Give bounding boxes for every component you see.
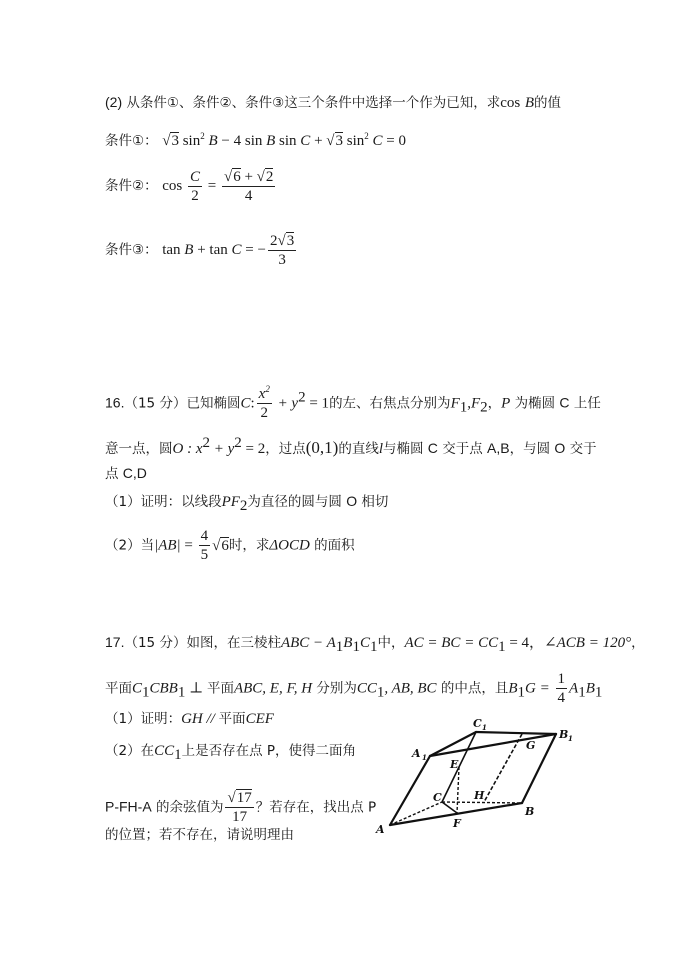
fraction	[556, 670, 568, 707]
var-l: l	[378, 441, 383, 457]
text: 交于点	[437, 441, 488, 457]
var: B	[343, 635, 353, 651]
condition-label: 条件②：	[105, 177, 158, 194]
edge-CB-hidden	[442, 802, 522, 803]
numerator	[268, 232, 296, 251]
var-x: x	[258, 386, 266, 402]
text: 已知椭圆	[186, 395, 241, 412]
text: ，	[487, 395, 502, 412]
part-label: （1）	[105, 494, 141, 510]
op: = −	[241, 241, 266, 258]
text: 证明：	[140, 711, 182, 727]
condition-2	[105, 168, 277, 205]
label-A1: A	[412, 747, 421, 760]
abs-AB: |AB|	[154, 537, 181, 554]
prism: ABC − A	[280, 635, 336, 651]
op: +	[310, 133, 327, 149]
label-C: C	[427, 440, 438, 456]
edge-AA1	[390, 756, 430, 825]
rhs: = 0	[382, 133, 407, 149]
exponent: 2	[200, 131, 205, 141]
denominator: 3	[278, 252, 286, 268]
label-H: H	[474, 789, 485, 802]
condition-3	[105, 232, 298, 269]
label-C1-sub: 1	[482, 723, 487, 732]
condition-1-formula	[162, 133, 406, 149]
fraction	[188, 168, 202, 205]
q17-line-2	[105, 670, 602, 707]
sep: ，	[529, 635, 545, 651]
q17-part-2-line-1	[105, 741, 356, 761]
text: 点	[105, 466, 123, 482]
text: 的位置；若不存在，请说明理由	[105, 827, 294, 843]
fn-sin: sin	[343, 133, 365, 149]
text: ，过点	[265, 441, 306, 457]
label-A1-sub: 1	[422, 753, 427, 762]
fraction	[222, 168, 275, 205]
subscript: 1	[177, 684, 186, 701]
condition-label: 条件③：	[105, 241, 158, 258]
numerator: C	[189, 169, 200, 185]
var: B	[508, 680, 518, 697]
text: 上任	[569, 395, 601, 412]
exponent: 2	[265, 384, 270, 394]
numerator: 4	[200, 528, 209, 544]
op: =	[203, 177, 220, 194]
denominator: 2	[191, 188, 199, 204]
exponent: 2	[234, 435, 242, 452]
term: : x	[183, 441, 203, 457]
part-label: （2）	[105, 537, 141, 554]
point: (0,1)	[305, 438, 339, 457]
term: sin	[275, 133, 301, 149]
subscript: 1	[174, 746, 182, 763]
exponent: 2	[298, 389, 306, 406]
math: GH //	[181, 711, 219, 727]
q16-line-1	[105, 385, 601, 422]
var: CBB	[149, 680, 178, 697]
question-number: 16.	[105, 394, 125, 411]
text: 的中点，且	[436, 680, 509, 697]
subscript: 1	[578, 684, 586, 701]
var-F: F	[450, 395, 460, 412]
fraction	[268, 232, 296, 269]
text: ，与圆	[509, 441, 555, 457]
fn-tan: + tan	[193, 241, 232, 258]
subscript: 1	[498, 638, 506, 655]
denominator: 4	[557, 690, 566, 706]
label-O: O	[346, 493, 358, 509]
dihedral-label: P-FH-A	[105, 798, 152, 815]
label-B: B	[525, 805, 535, 818]
segment-PF: PF	[221, 494, 240, 510]
fn-cos: cos	[162, 177, 183, 194]
q16-line-2	[105, 435, 597, 459]
perp: ⊥	[185, 680, 207, 697]
var: G =	[525, 680, 554, 697]
segment-EF	[457, 767, 459, 813]
label-C1: C	[473, 717, 482, 730]
part-label: （1）	[105, 711, 141, 727]
subscript: 2	[239, 497, 248, 514]
subscript: 1	[335, 638, 344, 655]
var-P: P	[501, 395, 511, 412]
q16-line-3	[105, 463, 147, 484]
label-C: C	[559, 394, 570, 411]
coef: 2	[269, 233, 278, 249]
exponent: 2	[364, 131, 369, 141]
label-F: F	[453, 817, 461, 830]
text: 中，	[377, 635, 405, 651]
op: ,	[467, 395, 471, 412]
text: 相切	[357, 494, 389, 510]
var: CC	[356, 680, 377, 697]
question-number: 17.	[105, 634, 125, 650]
var-C: C	[231, 241, 242, 258]
var-B: B	[266, 133, 276, 149]
rhs: = 1	[305, 395, 330, 412]
text: 时，求	[228, 537, 270, 554]
segment-CF	[442, 802, 457, 813]
equality: AC = BC = CC	[404, 635, 499, 651]
label-AB: A,B	[487, 440, 510, 456]
text: 为椭圆	[510, 395, 560, 412]
fraction	[225, 789, 253, 826]
var-O: O	[172, 441, 184, 457]
label-G: G	[526, 739, 536, 752]
var: A	[569, 680, 579, 697]
prompt-text: 从条件①、条件②、条件③这三个条件中选择一个作为已知，求	[122, 95, 501, 111]
subscript: 1	[352, 638, 360, 655]
condition-1	[105, 131, 406, 151]
rhs: = 2	[241, 441, 266, 457]
numerator	[222, 168, 275, 187]
label-C: C	[433, 791, 442, 804]
denominator: 17	[232, 809, 248, 825]
text: 平面	[218, 711, 246, 727]
prism-figure	[375, 705, 595, 845]
part-label: （2）	[105, 743, 141, 759]
text: 意一点，圆	[105, 441, 173, 457]
segment-CC1: CC	[154, 743, 175, 759]
var: C	[132, 680, 143, 697]
var-F: F	[470, 395, 481, 412]
op: =	[180, 537, 197, 554]
triangle-OCD: ΔOCD	[269, 537, 310, 554]
q17-part-2-line-3	[105, 825, 294, 845]
radicand: 6	[221, 537, 229, 554]
label-B1-sub: 1	[568, 734, 573, 743]
q16-part-2	[105, 527, 355, 564]
var: , AB, BC	[384, 680, 437, 697]
var: C	[359, 635, 370, 651]
q15-part2-prompt	[105, 92, 561, 113]
text: 在	[140, 743, 155, 759]
text: 分别为	[312, 680, 357, 697]
text: ？若存在，找出点 P	[255, 799, 377, 816]
subscript: 1	[369, 638, 378, 655]
angle: ∠ACB = 120°	[544, 635, 632, 651]
numerator	[225, 789, 253, 808]
fraction	[199, 527, 211, 564]
var-C: C	[372, 133, 383, 149]
radicand: 6	[233, 169, 241, 185]
text: ，	[631, 635, 645, 651]
radicand: 3	[171, 133, 179, 149]
text: 与椭圆	[383, 441, 428, 457]
var-C: C	[240, 395, 251, 412]
condition-label: 条件①：	[105, 133, 158, 149]
q17-part-2-line-2	[105, 789, 376, 826]
label-E: E	[450, 758, 459, 771]
denominator: 2	[260, 405, 268, 421]
value: = 4	[505, 635, 530, 651]
op: +	[240, 169, 257, 185]
denominator: 4	[244, 188, 253, 204]
text: 平面	[206, 680, 234, 697]
term: − 4 sin	[217, 133, 267, 149]
label-O: O	[554, 440, 566, 456]
question-score: （15 分）	[124, 395, 187, 412]
numerator	[257, 385, 272, 404]
denominator: 5	[200, 547, 209, 563]
prompt-text-end: 的值	[534, 95, 562, 111]
term: + y	[210, 441, 235, 457]
radicand: 3	[286, 233, 295, 249]
text: 的余弦值为	[151, 799, 224, 816]
math-cos: cos	[500, 95, 521, 111]
subscript: 1	[594, 684, 603, 701]
text: 如图，在三棱柱	[186, 635, 281, 651]
var-B: B	[184, 241, 194, 258]
radicand: 3	[335, 133, 344, 149]
edge-C1B1	[476, 732, 556, 734]
text: 为直径的圆与圆	[247, 494, 347, 510]
term: + y	[273, 395, 299, 412]
condition-2-formula	[162, 169, 277, 204]
fraction	[257, 385, 272, 422]
fn-sin: sin	[182, 133, 201, 149]
condition-3-formula	[162, 233, 298, 268]
text: 上是否存在点 P，使得二面角	[181, 743, 357, 759]
var: ABC, E, F, H	[233, 680, 313, 697]
label-B1: B	[559, 728, 569, 741]
text: 的面积	[309, 537, 355, 554]
q17-part-1	[105, 709, 274, 729]
math-B: B	[524, 95, 535, 111]
plane: CEF	[245, 711, 274, 727]
part-number: (2)	[105, 94, 123, 110]
numerator: 1	[557, 671, 566, 687]
text: 的左、右焦点分别为	[329, 395, 451, 412]
label-CD: C,D	[122, 465, 147, 481]
label-A: A	[376, 823, 385, 836]
subscript: 2	[480, 399, 488, 416]
var: B	[585, 680, 595, 697]
text: 的直线	[338, 441, 379, 457]
text: 当	[140, 537, 155, 554]
var-C: C	[300, 133, 311, 149]
text: 证明：以线段	[140, 494, 222, 510]
op: :	[250, 395, 255, 412]
question-score: （15 分）	[124, 635, 187, 651]
radicand: 17	[236, 790, 252, 806]
fn-tan: tan	[162, 241, 185, 258]
subscript: 1	[517, 684, 526, 701]
radicand: 2	[265, 169, 274, 185]
exponent: 2	[202, 435, 210, 452]
text: 平面	[105, 680, 132, 697]
q17-line-1	[105, 632, 645, 653]
subscript: 1	[459, 399, 468, 416]
text: 交于	[565, 441, 597, 457]
subscript: 1	[142, 684, 150, 701]
var-B: B	[208, 133, 218, 149]
subscript: 1	[376, 684, 385, 701]
q16-part-1	[105, 491, 388, 512]
